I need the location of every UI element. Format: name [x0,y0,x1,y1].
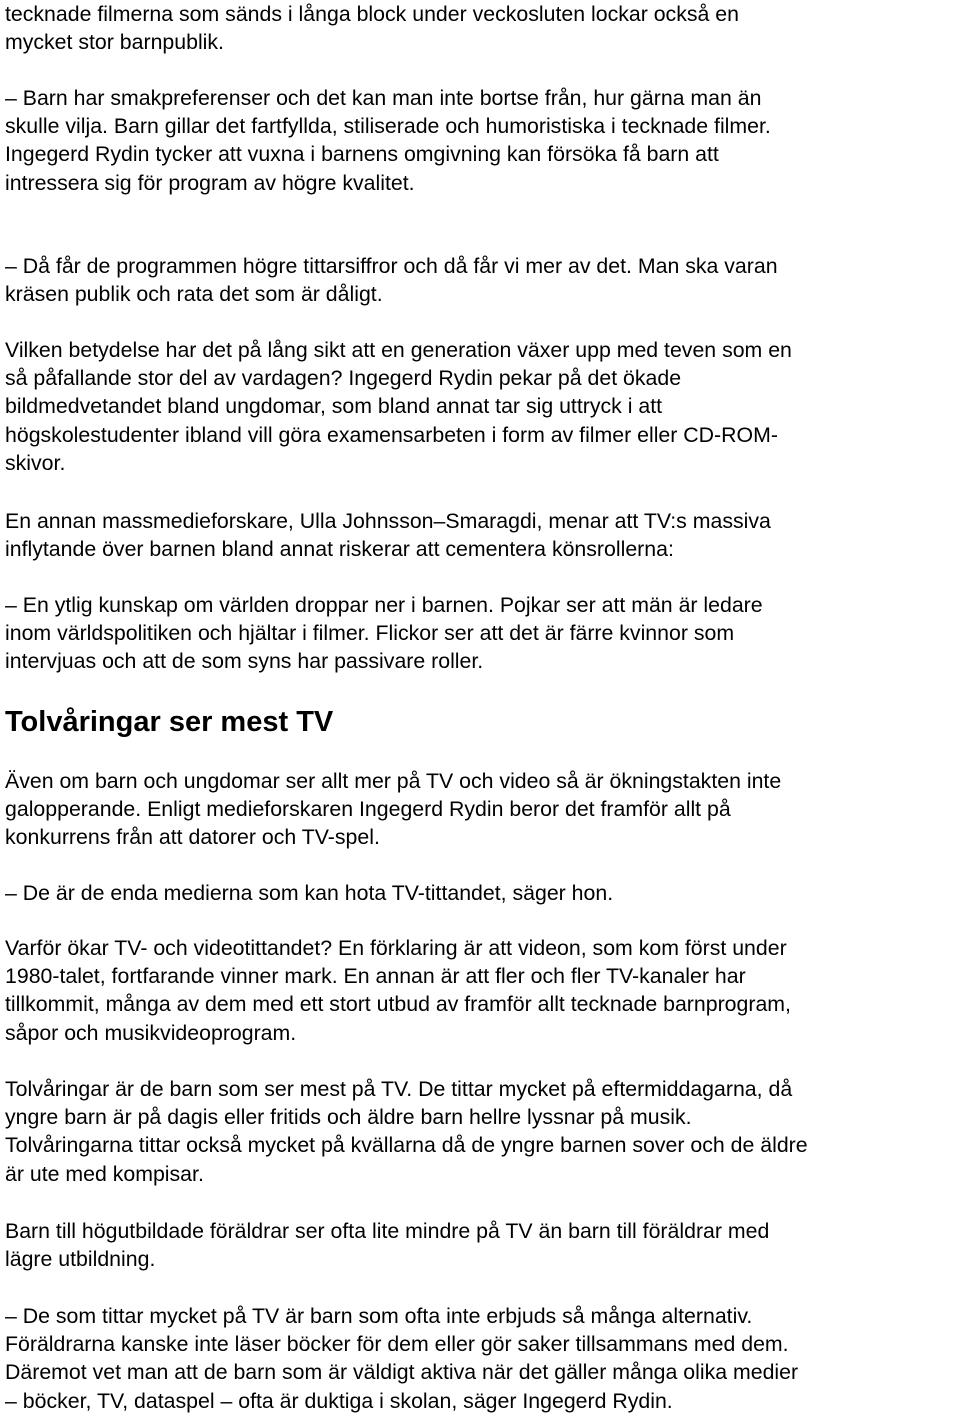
text-line: – De som tittar mycket på TV är barn som ofta inte erbjuds så många alternativ. [5,1304,753,1328]
paragraph-2 [5,84,771,197]
text-line: högskolestudenter ibland vill göra examensarbeten i form av filmer eller CD-ROM- [5,422,778,447]
text-line: tecknade filmerna som sänds i långa block under veckosluten lockar också en [5,2,739,26]
paragraph-8 [5,879,613,907]
paragraph-5 [5,507,771,563]
text-line: skivor. [5,450,66,475]
text-line: galopperande. Enligt medieforskaren Ingegerd Rydin beror det framför allt på [5,797,731,822]
text-line: Barn till högutbildade föräldrar ser ofta lite mindre på TV än barn till föräldrar med [5,1219,770,1243]
text-line: bildmedvetandet bland ungdomar, som bland annat tar sig uttryck i att [5,394,663,419]
paragraph-11 [5,1217,769,1273]
text-line: lägre utbildning. [5,1247,156,1272]
text-line: så påfallande stor del av vardagen? Ingegerd Rydin pekar på det ökade [5,366,682,391]
text-line: inflytande över barnen bland annat riskerar att cementera könsrollerna: [5,537,674,562]
paragraph-9 [5,934,791,1047]
text-line: En annan massmedieforskare, Ulla Johnsson–Smaragdi, menar att TV:s massiva [5,509,771,533]
text-line: mycket stor barnpublik. [5,30,224,55]
text-line: såpor och musikvideoprogram. [5,1020,297,1045]
text-line: Vilken betydelse har det på lång sikt att en generation växer upp med teven som en [5,338,792,362]
paragraph-1 [5,0,739,56]
text-line: Föräldrarna kanske inte läser böcker för dem eller gör saker tillsammans med dem. [5,1332,789,1357]
text-line: – Barn har smakpreferenser och det kan man inte bortse från, hur gärna man än [5,86,762,110]
text-line: kräsen publik och rata det som är dåligt. [5,282,383,307]
text-line: konkurrens från att datorer och TV-spel. [5,825,380,850]
paragraph-7 [5,767,781,852]
text-line: Även om barn och ungdomar ser allt mer på TV och video så är ökningstakten inte [5,769,782,793]
text-line: tillkommit, många av dem med ett stort utbud av framför allt tecknade barnprogram, [5,992,791,1017]
text-line: intervjuas och att de som syns har passivare roller. [5,649,484,674]
section-heading: Tolvåringar ser mest TV [5,706,334,738]
text-line: – Då får de programmen högre tittarsiffror och då får vi mer av det. Man ska varan [5,254,778,278]
text-line: Tolvåringar är de barn som ser mest på TV. De tittar mycket på eftermiddagarna, då [5,1077,793,1101]
text-line: 1980-talet, fortfarande vinner mark. En annan är att fler och fler TV-kanaler har [5,964,746,989]
text-line: – böcker, TV, dataspel – ofta är duktiga i skolan, säger Ingegerd Rydin. [5,1388,673,1413]
text-line: Tolvåringarna tittar också mycket på kvällarna då de yngre barnen sover och de äldre [5,1133,808,1158]
text-line: Däremot vet man att de barn som är väldigt aktiva när det gäller många olika medier [5,1360,799,1385]
paragraph-4 [5,336,792,477]
paragraph-3 [5,252,778,308]
paragraph-12 [5,1302,798,1415]
paragraph-6 [5,591,763,676]
text-line: – De är de enda medierna som kan hota TV-tittandet, säger hon. [5,881,614,905]
text-line: inom världspolitiken och hjältar i filmer. Flickor ser att det är färre kvinnor som [5,621,735,646]
paragraph-10 [5,1075,808,1188]
text-line: skulle vilja. Barn gillar det fartfyllda, stiliserade och humoristiska i tecknade filmer. [5,114,771,139]
text-line: intressera sig för program av högre kvalitet. [5,170,415,195]
text-line: är ute med kompisar. [5,1161,204,1186]
text-line: yngre barn är på dagis eller fritids och äldre barn hellre lyssnar på musik. [5,1105,692,1130]
text-line: Ingegerd Rydin tycker att vuxna i barnens omgivning kan försöka få barn att [5,142,719,167]
text-line: Varför ökar TV- och videotittandet? En förklaring är att videon, som kom först under [5,936,787,960]
text-line: – En ytlig kunskap om världen droppar ner i barnen. Pojkar ser att män är ledare [5,593,763,617]
